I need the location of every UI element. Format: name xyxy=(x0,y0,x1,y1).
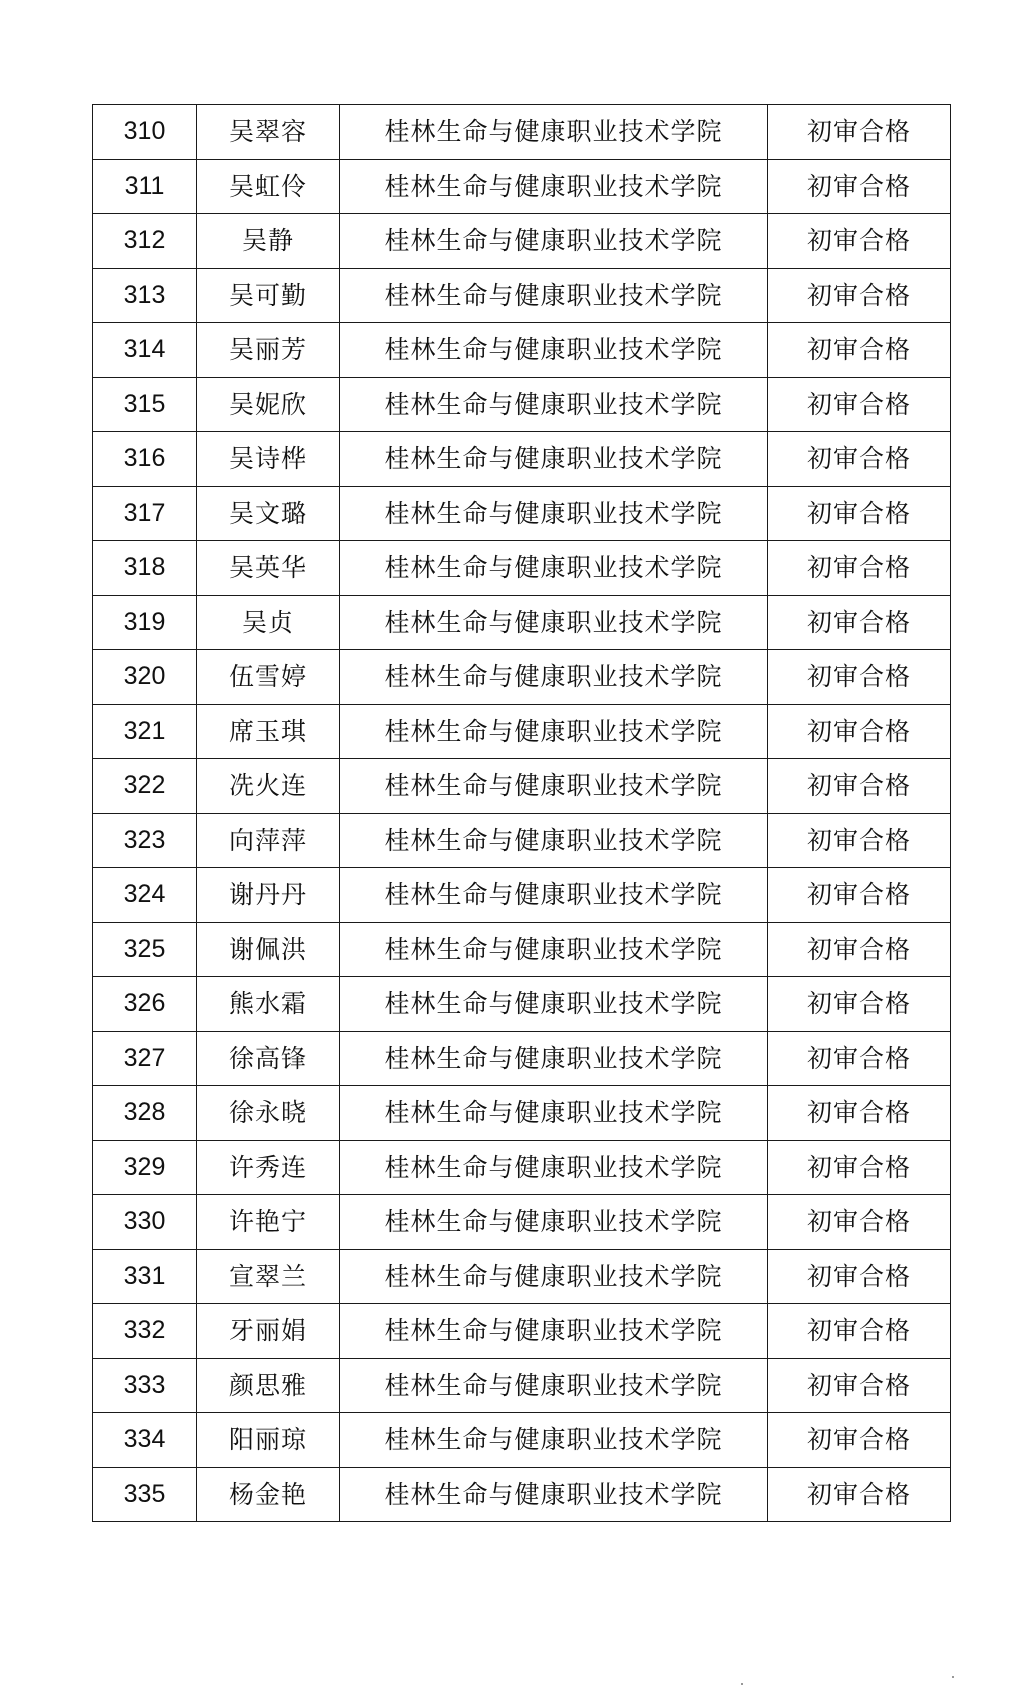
school-name: 桂林生命与健康职业技术学院 xyxy=(340,977,768,1032)
applicant-name: 颜思雅 xyxy=(197,1358,340,1413)
table-row xyxy=(93,1467,951,1522)
review-status: 初审合格 xyxy=(768,432,951,487)
applicant-name: 吴可勤 xyxy=(197,268,340,323)
applicant-name: 吴静 xyxy=(197,214,340,269)
applicant-name: 吴妮欣 xyxy=(197,377,340,432)
scan-speck xyxy=(741,1683,743,1685)
review-status: 初审合格 xyxy=(768,1086,951,1141)
table-row xyxy=(93,105,951,160)
table-row xyxy=(93,1249,951,1304)
school-name: 桂林生命与健康职业技术学院 xyxy=(340,868,768,923)
school-name: 桂林生命与健康职业技术学院 xyxy=(340,486,768,541)
row-number: 318 xyxy=(93,541,197,596)
school-name: 桂林生命与健康职业技术学院 xyxy=(340,595,768,650)
applicant-name: 吴翠容 xyxy=(197,105,340,160)
school-name: 桂林生命与健康职业技术学院 xyxy=(340,432,768,487)
row-number: 327 xyxy=(93,1031,197,1086)
applicant-name: 吴贞 xyxy=(197,595,340,650)
row-number: 311 xyxy=(93,159,197,214)
row-number: 315 xyxy=(93,377,197,432)
review-status: 初审合格 xyxy=(768,1195,951,1250)
row-number: 330 xyxy=(93,1195,197,1250)
row-number: 325 xyxy=(93,922,197,977)
school-name: 桂林生命与健康职业技术学院 xyxy=(340,105,768,160)
row-number: 324 xyxy=(93,868,197,923)
review-status: 初审合格 xyxy=(768,1358,951,1413)
applicant-name: 席玉琪 xyxy=(197,704,340,759)
applicant-name: 冼火连 xyxy=(197,759,340,814)
table-row xyxy=(93,704,951,759)
review-status: 初审合格 xyxy=(768,105,951,160)
review-status: 初审合格 xyxy=(768,268,951,323)
table-row xyxy=(93,1195,951,1250)
row-number: 335 xyxy=(93,1467,197,1522)
review-status: 初审合格 xyxy=(768,868,951,923)
school-name: 桂林生命与健康职业技术学院 xyxy=(340,922,768,977)
applicant-name: 许秀连 xyxy=(197,1140,340,1195)
roster-table xyxy=(92,104,951,1522)
review-status: 初审合格 xyxy=(768,214,951,269)
school-name: 桂林生命与健康职业技术学院 xyxy=(340,1304,768,1359)
review-status: 初审合格 xyxy=(768,1413,951,1468)
applicant-name: 杨金艳 xyxy=(197,1467,340,1522)
school-name: 桂林生命与健康职业技术学院 xyxy=(340,704,768,759)
applicant-name: 伍雪婷 xyxy=(197,650,340,705)
table-row xyxy=(93,759,951,814)
school-name: 桂林生命与健康职业技术学院 xyxy=(340,1249,768,1304)
school-name: 桂林生命与健康职业技术学院 xyxy=(340,813,768,868)
table-row xyxy=(93,1358,951,1413)
applicant-name: 吴虹伶 xyxy=(197,159,340,214)
review-status: 初审合格 xyxy=(768,159,951,214)
row-number: 321 xyxy=(93,704,197,759)
table-row xyxy=(93,323,951,378)
table-row xyxy=(93,1086,951,1141)
table-row xyxy=(93,1140,951,1195)
row-number: 320 xyxy=(93,650,197,705)
school-name: 桂林生命与健康职业技术学院 xyxy=(340,377,768,432)
school-name: 桂林生命与健康职业技术学院 xyxy=(340,268,768,323)
applicant-name: 牙丽娟 xyxy=(197,1304,340,1359)
review-status: 初审合格 xyxy=(768,1467,951,1522)
applicant-name: 宣翠兰 xyxy=(197,1249,340,1304)
school-name: 桂林生命与健康职业技术学院 xyxy=(340,650,768,705)
table-row xyxy=(93,1413,951,1468)
applicant-name: 许艳宁 xyxy=(197,1195,340,1250)
row-number: 331 xyxy=(93,1249,197,1304)
school-name: 桂林生命与健康职业技术学院 xyxy=(340,759,768,814)
school-name: 桂林生命与健康职业技术学院 xyxy=(340,541,768,596)
table-row xyxy=(93,1304,951,1359)
school-name: 桂林生命与健康职业技术学院 xyxy=(340,1413,768,1468)
school-name: 桂林生命与健康职业技术学院 xyxy=(340,323,768,378)
applicant-name: 吴文璐 xyxy=(197,486,340,541)
applicant-name: 阳丽琼 xyxy=(197,1413,340,1468)
applicant-name: 吴丽芳 xyxy=(197,323,340,378)
row-number: 313 xyxy=(93,268,197,323)
review-status: 初审合格 xyxy=(768,977,951,1032)
table-row xyxy=(93,486,951,541)
table-row xyxy=(93,650,951,705)
table-row xyxy=(93,1031,951,1086)
review-status: 初审合格 xyxy=(768,813,951,868)
table-row xyxy=(93,868,951,923)
row-number: 332 xyxy=(93,1304,197,1359)
row-number: 317 xyxy=(93,486,197,541)
table-row xyxy=(93,813,951,868)
review-status: 初审合格 xyxy=(768,1031,951,1086)
review-status: 初审合格 xyxy=(768,323,951,378)
review-status: 初审合格 xyxy=(768,1140,951,1195)
school-name: 桂林生命与健康职业技术学院 xyxy=(340,1140,768,1195)
school-name: 桂林生命与健康职业技术学院 xyxy=(340,1358,768,1413)
review-status: 初审合格 xyxy=(768,922,951,977)
applicant-name: 吴英华 xyxy=(197,541,340,596)
review-status: 初审合格 xyxy=(768,486,951,541)
table-row xyxy=(93,595,951,650)
review-status: 初审合格 xyxy=(768,595,951,650)
row-number: 323 xyxy=(93,813,197,868)
applicant-name: 谢佩洪 xyxy=(197,922,340,977)
table-row xyxy=(93,432,951,487)
school-name: 桂林生命与健康职业技术学院 xyxy=(340,1195,768,1250)
review-status: 初审合格 xyxy=(768,650,951,705)
row-number: 326 xyxy=(93,977,197,1032)
roster-table-body xyxy=(93,105,951,1522)
table-row xyxy=(93,159,951,214)
row-number: 319 xyxy=(93,595,197,650)
review-status: 初审合格 xyxy=(768,541,951,596)
row-number: 322 xyxy=(93,759,197,814)
applicant-name: 谢丹丹 xyxy=(197,868,340,923)
applicant-name: 向萍萍 xyxy=(197,813,340,868)
table-row xyxy=(93,541,951,596)
school-name: 桂林生命与健康职业技术学院 xyxy=(340,1467,768,1522)
applicant-name: 徐高锋 xyxy=(197,1031,340,1086)
scan-speck xyxy=(952,1676,954,1678)
review-status: 初审合格 xyxy=(768,1304,951,1359)
table-row xyxy=(93,377,951,432)
table-row xyxy=(93,977,951,1032)
row-number: 316 xyxy=(93,432,197,487)
row-number: 328 xyxy=(93,1086,197,1141)
school-name: 桂林生命与健康职业技术学院 xyxy=(340,1086,768,1141)
row-number: 314 xyxy=(93,323,197,378)
row-number: 333 xyxy=(93,1358,197,1413)
table-row xyxy=(93,268,951,323)
table-row xyxy=(93,922,951,977)
review-status: 初审合格 xyxy=(768,704,951,759)
review-status: 初审合格 xyxy=(768,759,951,814)
review-status: 初审合格 xyxy=(768,377,951,432)
row-number: 312 xyxy=(93,214,197,269)
table-row xyxy=(93,214,951,269)
applicant-name: 吴诗桦 xyxy=(197,432,340,487)
row-number: 334 xyxy=(93,1413,197,1468)
review-status: 初审合格 xyxy=(768,1249,951,1304)
row-number: 329 xyxy=(93,1140,197,1195)
school-name: 桂林生命与健康职业技术学院 xyxy=(340,214,768,269)
school-name: 桂林生命与健康职业技术学院 xyxy=(340,159,768,214)
school-name: 桂林生命与健康职业技术学院 xyxy=(340,1031,768,1086)
row-number: 310 xyxy=(93,105,197,160)
applicant-name: 熊水霜 xyxy=(197,977,340,1032)
applicant-name: 徐永晓 xyxy=(197,1086,340,1141)
